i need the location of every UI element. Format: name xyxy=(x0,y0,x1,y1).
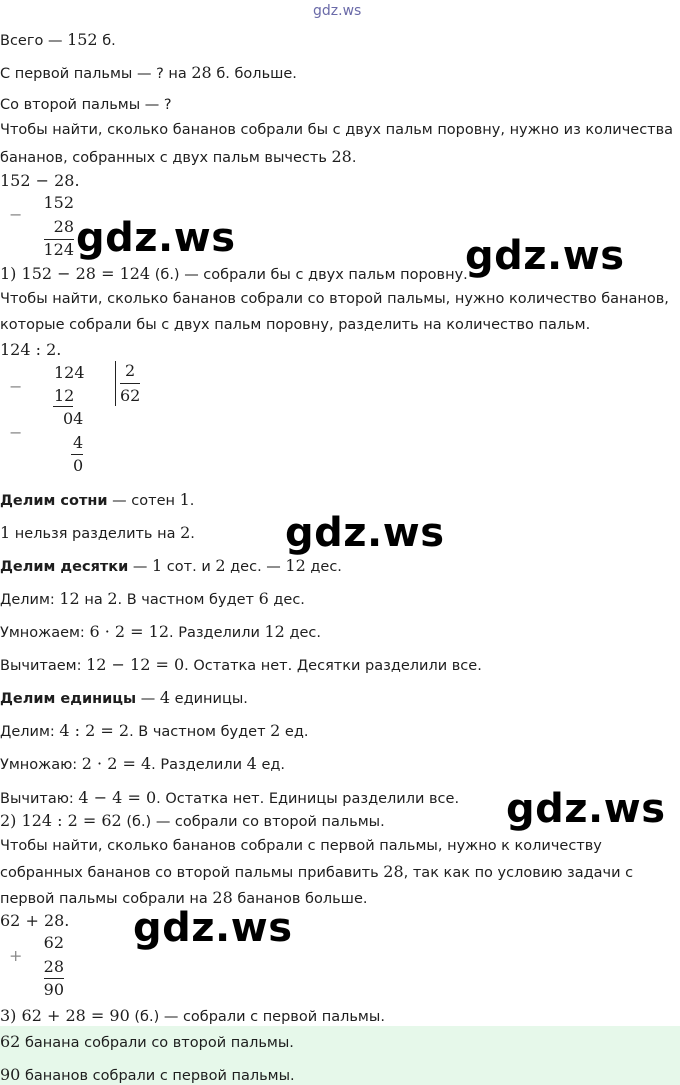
step-2 xyxy=(0,811,385,830)
text: С первой пальмы — ? на xyxy=(0,66,192,82)
text: — xyxy=(136,691,160,707)
text: . В частном будет xyxy=(117,592,259,608)
math: 2 xyxy=(270,721,281,740)
text: бананов собрали с первой пальмы. xyxy=(20,1068,295,1084)
tens-subtract xyxy=(0,655,482,674)
text: Делим: xyxy=(0,592,60,608)
text: собранных бананов со второй пальмы прибавить xyxy=(0,865,384,881)
text: на xyxy=(79,592,108,608)
math: 1 xyxy=(0,523,11,542)
text: . Разделили xyxy=(151,757,247,773)
math: 2 · 2 = 4 xyxy=(81,754,152,773)
top-watermark[interactable]: gdz.ws xyxy=(313,3,362,19)
condition-second-palm: Со второй пальмы — ? xyxy=(0,97,172,113)
text: . xyxy=(189,493,195,509)
text: , так как по условию задачи с xyxy=(403,865,634,881)
math: 90 xyxy=(0,1065,21,1084)
divisor-line xyxy=(120,383,140,384)
math: 4 − 4 = 0 xyxy=(78,788,157,807)
math: 4 xyxy=(159,688,171,707)
math: 1) 152 − 28 = 124 xyxy=(0,264,151,283)
math: 4 xyxy=(246,754,257,773)
text: . Остатка нет. Десятки разделили все. xyxy=(184,658,482,674)
answer-line-2 xyxy=(0,1065,295,1084)
expression-1: 152 − 28. xyxy=(0,171,80,190)
text: ед. xyxy=(256,757,286,773)
watermark: gdz.ws xyxy=(285,510,445,556)
remainder-1: 04 xyxy=(63,409,84,428)
math: 28 xyxy=(191,63,212,82)
math: 12 xyxy=(264,622,285,641)
cannot-divide xyxy=(0,523,195,542)
tens-multiply xyxy=(0,622,321,641)
text: — xyxy=(128,559,153,575)
units-divide xyxy=(0,721,309,740)
text: Умножаем: xyxy=(0,625,90,641)
condition-first-palm xyxy=(0,63,297,82)
step-3 xyxy=(0,1006,385,1025)
text: — сотен xyxy=(107,493,180,509)
tens-divide xyxy=(0,589,305,608)
explanation-3-line-1: Чтобы найти, сколько бананов собрали с первой пальмы, нужно к количеству xyxy=(0,838,602,854)
explanation-1-line-2 xyxy=(0,147,356,166)
dividend: 124 xyxy=(54,363,85,382)
text: нельзя разделить на xyxy=(10,526,181,542)
expression-3: 62 + 28. xyxy=(0,911,70,930)
math: 3) 62 + 28 = 90 xyxy=(0,1006,130,1025)
math: 28 xyxy=(212,888,233,907)
math: 1 xyxy=(152,556,163,575)
text: Всего — xyxy=(0,33,68,49)
text: дес. xyxy=(268,592,305,608)
text: . Остатка нет. Единицы разделили все. xyxy=(156,791,460,807)
bold-text: Делим единицы xyxy=(0,691,137,707)
math: 2 xyxy=(107,589,118,608)
partial-product-1: 12 xyxy=(54,386,75,405)
addend-2: 28 xyxy=(43,957,64,976)
text: (б.) — собрали с первой пальмы. xyxy=(129,1009,385,1025)
text: Вычитаем: xyxy=(0,658,87,674)
minus-sign: − xyxy=(9,377,23,396)
watermark: gdz.ws xyxy=(465,233,625,279)
math: 2 xyxy=(180,523,191,542)
text: Вычитаю: xyxy=(0,791,79,807)
division-bar xyxy=(115,361,116,406)
bold-text: Делим десятки xyxy=(0,559,129,575)
text: дес. xyxy=(305,559,342,575)
explanation-1-line-1: Чтобы найти, сколько бананов собрали бы с двух пальм поровну, нужно из количества xyxy=(0,122,674,138)
text: б. xyxy=(97,33,116,49)
text: банана собрали со второй пальмы. xyxy=(20,1035,294,1051)
text: Умножаю: xyxy=(0,757,82,773)
watermark: gdz.ws xyxy=(133,905,293,951)
subtrahend: 28 xyxy=(53,217,74,236)
minuend: 152 xyxy=(43,193,74,212)
math: 6 xyxy=(258,589,269,608)
text: дес. xyxy=(284,625,321,641)
math: 2 xyxy=(215,556,226,575)
text: ед. xyxy=(280,724,309,740)
difference: 124 xyxy=(43,240,74,259)
text: б. больше. xyxy=(211,66,297,82)
watermark: gdz.ws xyxy=(506,786,666,832)
math: 6 · 2 = 12 xyxy=(89,622,169,641)
text: . xyxy=(351,150,357,166)
math: 12 − 12 = 0 xyxy=(86,655,185,674)
sum: 90 xyxy=(43,980,64,999)
divide-hundreds xyxy=(0,490,194,509)
answer-line-1 xyxy=(0,1032,294,1051)
math: 28 xyxy=(331,147,352,166)
math: 12 xyxy=(59,589,80,608)
divide-tens xyxy=(0,556,342,575)
text: Делим: xyxy=(0,724,60,740)
text: . В частном будет xyxy=(129,724,271,740)
minus-sign: − xyxy=(9,205,23,224)
addend-1: 62 xyxy=(43,933,64,952)
text: . xyxy=(190,526,195,542)
math: 1 xyxy=(179,490,190,509)
watermark: gdz.ws xyxy=(76,215,236,261)
divisor: 2 xyxy=(125,361,136,380)
divide-units xyxy=(0,688,248,707)
sum-line xyxy=(44,978,64,979)
math: 152 xyxy=(67,30,98,49)
text: (б.) — собрали со второй пальмы. xyxy=(121,814,385,830)
minus-sign: − xyxy=(9,423,23,442)
text: бананов, собранных с двух пальм вычесть xyxy=(0,150,332,166)
underline xyxy=(53,406,73,407)
math: 2) 124 : 2 = 62 xyxy=(0,811,122,830)
math: 12 xyxy=(285,556,306,575)
underline xyxy=(71,454,83,455)
explanation-2-line-2: которые собрали бы с двух пальм поровну, разделить на количество пальм. xyxy=(0,317,591,333)
text: . Разделили xyxy=(169,625,265,641)
text: (б.) — собрали бы с двух пальм поровну. xyxy=(150,267,468,283)
text: первой пальмы собрали на xyxy=(0,891,213,907)
plus-sign: + xyxy=(9,946,23,965)
text: единицы. xyxy=(170,691,248,707)
explanation-3-line-2 xyxy=(0,862,633,881)
units-multiply xyxy=(0,754,285,773)
math: 62 xyxy=(0,1032,21,1051)
condition-total xyxy=(0,30,116,49)
text: дес. — xyxy=(225,559,286,575)
final-remainder: 0 xyxy=(73,456,84,475)
units-subtract xyxy=(0,788,459,807)
partial-product-2: 4 xyxy=(73,433,84,452)
explanation-2-line-1: Чтобы найти, сколько бананов собрали со второй пальмы, нужно количество бананов, xyxy=(0,291,669,307)
math: 28 xyxy=(383,862,404,881)
expression-2: 124 : 2. xyxy=(0,340,62,359)
bold-text: Делим сотни xyxy=(0,493,108,509)
math: 4 : 2 = 2 xyxy=(59,721,130,740)
text: сот. и xyxy=(162,559,216,575)
step-1 xyxy=(0,264,468,283)
quotient: 62 xyxy=(120,386,141,405)
text: бананов больше. xyxy=(232,891,368,907)
